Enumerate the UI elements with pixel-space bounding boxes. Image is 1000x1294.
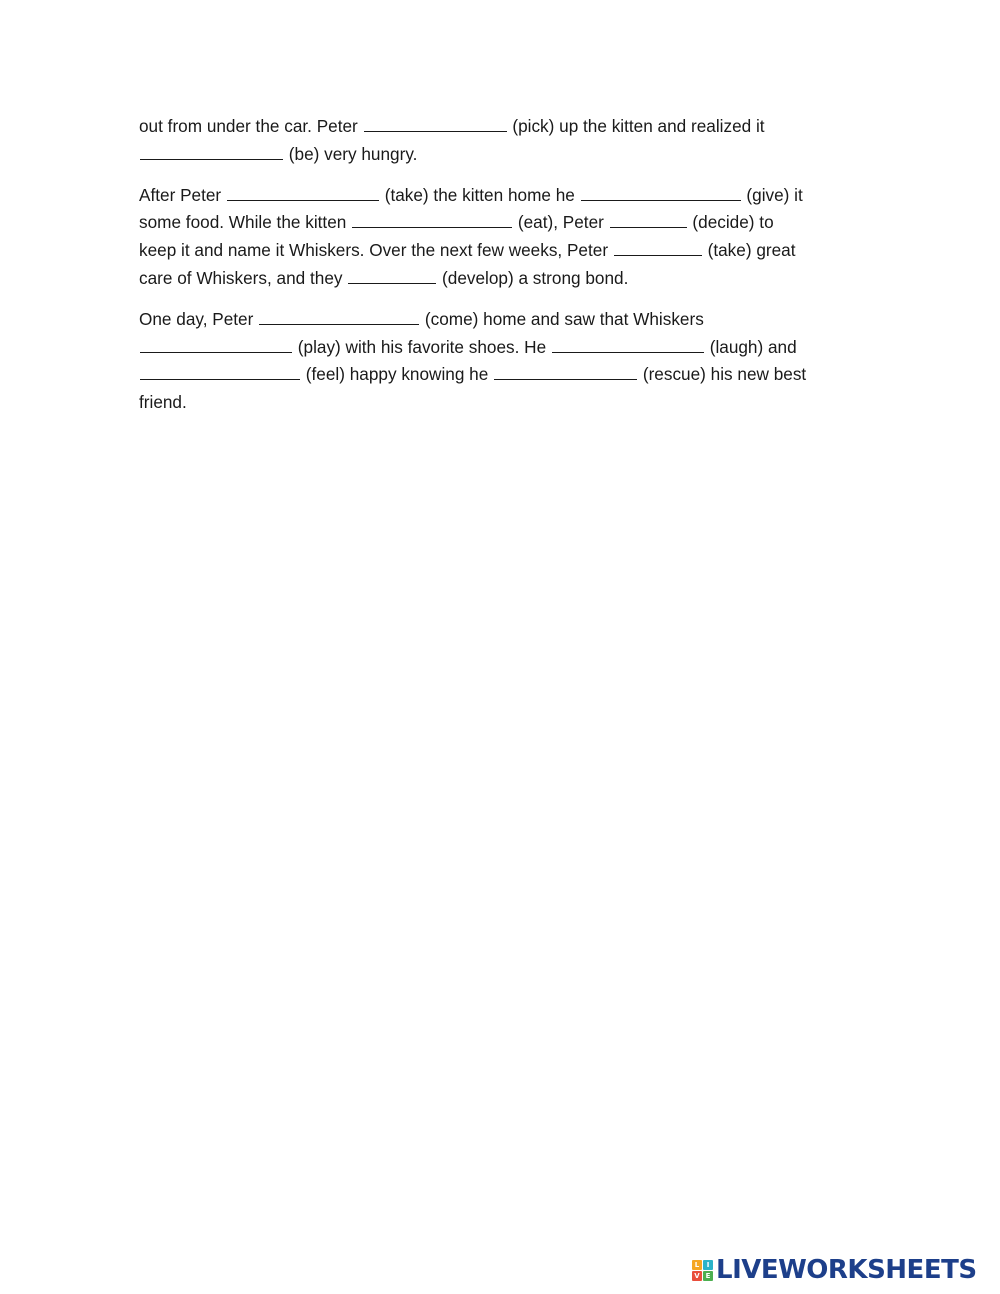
text-fragment: (eat), Peter bbox=[517, 212, 604, 233]
logo-tile-e: E bbox=[703, 1271, 713, 1281]
paragraph-1 bbox=[139, 113, 844, 169]
paragraph-3 bbox=[139, 306, 844, 417]
text-fragment: friend. bbox=[139, 392, 187, 413]
text-fragment: (take) the kitten home he bbox=[384, 184, 575, 205]
text-fragment: One day, Peter bbox=[139, 308, 254, 329]
text-line bbox=[139, 182, 844, 210]
text-line bbox=[139, 334, 844, 362]
blank-come[interactable] bbox=[259, 306, 419, 325]
text-line bbox=[139, 209, 844, 237]
text-fragment: (rescue) his new best bbox=[642, 364, 807, 385]
worksheet-text bbox=[139, 113, 844, 430]
logo-text: LIVEWORKSHEETS bbox=[716, 1255, 977, 1285]
blank-pick[interactable] bbox=[364, 113, 507, 132]
liveworksheets-logo bbox=[692, 1256, 977, 1284]
text-fragment: (laugh) and bbox=[709, 336, 797, 357]
blank-develop[interactable] bbox=[348, 265, 436, 284]
logo-tile-l: L bbox=[692, 1260, 702, 1270]
text-fragment: out from under the car. Peter bbox=[139, 116, 358, 136]
text-line bbox=[139, 361, 844, 389]
logo-tile-v: V bbox=[692, 1271, 702, 1281]
text-fragment: (come) home and saw that Whiskers bbox=[424, 308, 704, 329]
text-fragment: (develop) a strong bond. bbox=[442, 267, 629, 288]
logo-tile-i: I bbox=[703, 1260, 713, 1270]
blank-take[interactable] bbox=[227, 182, 379, 201]
text-fragment: keep it and name it Whiskers. Over the next few weeks, Peter bbox=[139, 240, 609, 261]
paragraph-2 bbox=[139, 182, 844, 293]
text-line bbox=[139, 141, 844, 169]
text-fragment: (take) great bbox=[707, 240, 796, 261]
text-fragment: care of Whiskers, and they bbox=[139, 267, 343, 288]
blank-be[interactable] bbox=[140, 141, 283, 160]
blank-play[interactable] bbox=[140, 334, 292, 353]
text-fragment: some food. While the kitten bbox=[139, 212, 347, 233]
text-fragment: After Peter bbox=[139, 184, 222, 205]
blank-eat[interactable] bbox=[352, 209, 512, 228]
text-fragment: (decide) to bbox=[692, 212, 774, 233]
text-line bbox=[139, 306, 844, 334]
blank-give[interactable] bbox=[581, 182, 741, 201]
blank-laugh[interactable] bbox=[552, 334, 704, 353]
text-fragment: (pick) up the kitten and realized it bbox=[512, 116, 765, 136]
blank-take-great[interactable] bbox=[614, 237, 702, 256]
text-line bbox=[139, 237, 844, 265]
blank-rescue[interactable] bbox=[494, 361, 637, 380]
text-line bbox=[139, 113, 844, 141]
text-fragment: (feel) happy knowing he bbox=[305, 364, 489, 385]
blank-decide[interactable] bbox=[610, 209, 687, 228]
blank-feel[interactable] bbox=[140, 361, 300, 380]
text-fragment: (play) with his favorite shoes. He bbox=[297, 336, 547, 357]
logo-mark-icon bbox=[692, 1260, 713, 1281]
text-line bbox=[139, 265, 844, 293]
text-line bbox=[139, 389, 844, 417]
text-fragment: (give) it bbox=[746, 184, 803, 205]
text-fragment: (be) very hungry. bbox=[288, 143, 418, 164]
